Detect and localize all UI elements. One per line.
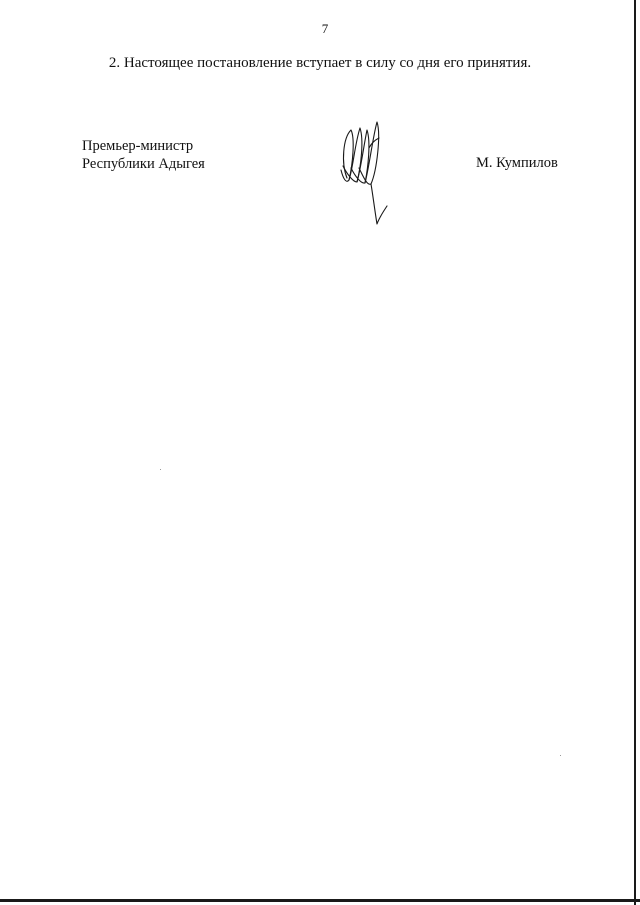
page-number: 7 [321,21,329,36]
clause-paragraph: 2. Настоящее постановление вступает в силу со дня его принятия. [108,55,532,71]
scan-bottom-edge [0,899,640,902]
signer-name: М. Кумпилов [476,155,558,171]
scan-speck [160,469,161,470]
scan-speck [560,755,561,756]
position-line-1: Премьер-министр [82,138,194,154]
scan-right-edge [634,0,636,905]
signatory-position [82,137,205,173]
position-line-2: Республики Адыгея [82,156,205,172]
handwritten-signature [333,108,395,230]
